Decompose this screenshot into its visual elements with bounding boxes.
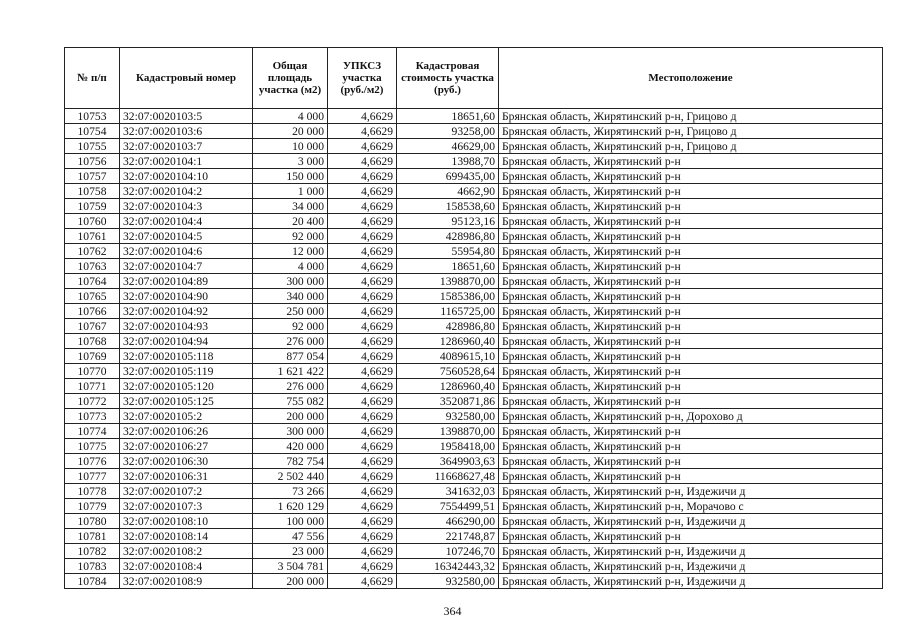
upksz-cell: 4,6629 [328,259,397,274]
table-body [65,109,883,589]
cadastral-number-cell: 32:07:0020104:5 [120,229,253,244]
area-cell: 3 504 781 [253,559,328,574]
table-row [65,394,883,409]
area-cell: 2 502 440 [253,469,328,484]
table-row [65,199,883,214]
table-row [65,244,883,259]
cadastral-number-cell: 32:07:0020106:27 [120,439,253,454]
cost-cell: 428986,80 [397,229,499,244]
row-number-cell: 10771 [65,379,120,394]
location-cell: Брянская область, Жирятинский р-н [499,184,883,199]
table-row [65,154,883,169]
area-cell: 1 000 [253,184,328,199]
cost-cell: 932580,00 [397,574,499,589]
area-cell: 12 000 [253,244,328,259]
table-row [65,439,883,454]
row-number-cell: 10766 [65,304,120,319]
location-cell: Брянская область, Жирятинский р-н [499,199,883,214]
location-cell: Брянская область, Жирятинский р-н [499,274,883,289]
location-cell: Брянская область, Жирятинский р-н [499,289,883,304]
cadastral-number-cell: 32:07:0020106:26 [120,424,253,439]
row-number-cell: 10773 [65,409,120,424]
header-upksz: УПКСЗ участка (руб./м2) [328,48,397,109]
location-cell: Брянская область, Жирятинский р-н [499,229,883,244]
table-row [65,514,883,529]
upksz-cell: 4,6629 [328,334,397,349]
location-cell: Брянская область, Жирятинский р-н [499,439,883,454]
cadastral-number-cell: 32:07:0020103:6 [120,124,253,139]
header-row-number: № п/п [65,48,120,109]
cost-cell: 18651,60 [397,259,499,274]
table-row [65,304,883,319]
table-row [65,364,883,379]
upksz-cell: 4,6629 [328,514,397,529]
table-row [65,529,883,544]
table-row [65,499,883,514]
cadastral-number-cell: 32:07:0020105:119 [120,364,253,379]
upksz-cell: 4,6629 [328,139,397,154]
upksz-cell: 4,6629 [328,214,397,229]
upksz-cell: 4,6629 [328,229,397,244]
cost-cell: 428986,80 [397,319,499,334]
upksz-cell: 4,6629 [328,439,397,454]
table-row [65,274,883,289]
area-cell: 150 000 [253,169,328,184]
area-cell: 1 620 129 [253,499,328,514]
area-cell: 276 000 [253,334,328,349]
table-row [65,349,883,364]
cadastral-number-cell: 32:07:0020104:90 [120,289,253,304]
cost-cell: 93258,00 [397,124,499,139]
cost-cell: 1165725,00 [397,304,499,319]
area-cell: 877 054 [253,349,328,364]
table-row [65,334,883,349]
row-number-cell: 10757 [65,169,120,184]
location-cell: Брянская область, Жирятинский р-н [499,304,883,319]
area-cell: 73 266 [253,484,328,499]
table-row [65,424,883,439]
row-number-cell: 10764 [65,274,120,289]
upksz-cell: 4,6629 [328,244,397,259]
area-cell: 276 000 [253,379,328,394]
cadastral-number-cell: 32:07:0020104:92 [120,304,253,319]
cadastral-number-cell: 32:07:0020104:89 [120,274,253,289]
table-row [65,139,883,154]
table-row [65,259,883,274]
location-cell: Брянская область, Жирятинский р-н [499,214,883,229]
area-cell: 420 000 [253,439,328,454]
cost-cell: 95123,16 [397,214,499,229]
location-cell: Брянская область, Жирятинский р-н [499,169,883,184]
cadastral-number-cell: 32:07:0020108:14 [120,529,253,544]
upksz-cell: 4,6629 [328,394,397,409]
cost-cell: 1958418,00 [397,439,499,454]
location-cell: Брянская область, Жирятинский р-н [499,334,883,349]
location-cell: Брянская область, Жирятинский р-н, Грицово д [499,109,883,124]
row-number-cell: 10779 [65,499,120,514]
cost-cell: 4662,90 [397,184,499,199]
cadastral-number-cell: 32:07:0020105:125 [120,394,253,409]
location-cell: Брянская область, Жирятинский р-н, Издежичи д [499,574,883,589]
upksz-cell: 4,6629 [328,304,397,319]
row-number-cell: 10769 [65,349,120,364]
area-cell: 100 000 [253,514,328,529]
cost-cell: 341632,03 [397,484,499,499]
cost-cell: 55954,80 [397,244,499,259]
location-cell: Брянская область, Жирятинский р-н, Издежичи д [499,544,883,559]
row-number-cell: 10778 [65,484,120,499]
area-cell: 23 000 [253,544,328,559]
cadastral-number-cell: 32:07:0020104:93 [120,319,253,334]
location-cell: Брянская область, Жирятинский р-н [499,364,883,379]
upksz-cell: 4,6629 [328,364,397,379]
upksz-cell: 4,6629 [328,409,397,424]
upksz-cell: 4,6629 [328,289,397,304]
row-number-cell: 10754 [65,124,120,139]
location-cell: Брянская область, Жирятинский р-н, Издежичи д [499,484,883,499]
cadastral-table [64,47,883,589]
upksz-cell: 4,6629 [328,424,397,439]
row-number-cell: 10767 [65,319,120,334]
cadastral-number-cell: 32:07:0020104:7 [120,259,253,274]
cost-cell: 466290,00 [397,514,499,529]
location-cell: Брянская область, Жирятинский р-н [499,319,883,334]
row-number-cell: 10758 [65,184,120,199]
upksz-cell: 4,6629 [328,484,397,499]
upksz-cell: 4,6629 [328,454,397,469]
row-number-cell: 10762 [65,244,120,259]
cost-cell: 1398870,00 [397,424,499,439]
area-cell: 4 000 [253,109,328,124]
table-row [65,214,883,229]
row-number-cell: 10761 [65,229,120,244]
upksz-cell: 4,6629 [328,379,397,394]
row-number-cell: 10776 [65,454,120,469]
location-cell: Брянская область, Жирятинский р-н, Издежичи д [499,559,883,574]
table-header-row [65,48,883,109]
area-cell: 200 000 [253,409,328,424]
location-cell: Брянская область, Жирятинский р-н [499,424,883,439]
location-cell: Брянская область, Жирятинский р-н [499,244,883,259]
location-cell: Брянская область, Жирятинский р-н [499,469,883,484]
cadastral-number-cell: 32:07:0020107:3 [120,499,253,514]
upksz-cell: 4,6629 [328,124,397,139]
area-cell: 3 000 [253,154,328,169]
cadastral-number-cell: 32:07:0020108:10 [120,514,253,529]
upksz-cell: 4,6629 [328,469,397,484]
row-number-cell: 10763 [65,259,120,274]
table-row [65,184,883,199]
table-row [65,169,883,184]
upksz-cell: 4,6629 [328,319,397,334]
area-cell: 34 000 [253,199,328,214]
area-cell: 340 000 [253,289,328,304]
cadastral-number-cell: 32:07:0020104:94 [120,334,253,349]
cadastral-number-cell: 32:07:0020105:120 [120,379,253,394]
row-number-cell: 10753 [65,109,120,124]
row-number-cell: 10784 [65,574,120,589]
cadastral-number-cell: 32:07:0020104:1 [120,154,253,169]
location-cell: Брянская область, Жирятинский р-н [499,454,883,469]
row-number-cell: 10780 [65,514,120,529]
location-cell: Брянская область, Жирятинский р-н, Грицово д [499,139,883,154]
cadastral-number-cell: 32:07:0020103:5 [120,109,253,124]
area-cell: 200 000 [253,574,328,589]
table-row [65,379,883,394]
table-row [65,484,883,499]
location-cell: Брянская область, Жирятинский р-н, Морачово с [499,499,883,514]
cadastral-number-cell: 32:07:0020104:10 [120,169,253,184]
cadastral-number-cell: 32:07:0020105:118 [120,349,253,364]
row-number-cell: 10777 [65,469,120,484]
cadastral-number-cell: 32:07:0020108:4 [120,559,253,574]
upksz-cell: 4,6629 [328,529,397,544]
cadastral-number-cell: 32:07:0020106:30 [120,454,253,469]
cost-cell: 107246,70 [397,544,499,559]
cost-cell: 18651,60 [397,109,499,124]
cost-cell: 221748,87 [397,529,499,544]
row-number-cell: 10772 [65,394,120,409]
area-cell: 4 000 [253,259,328,274]
cost-cell: 1398870,00 [397,274,499,289]
location-cell: Брянская область, Жирятинский р-н, Издежичи д [499,514,883,529]
header-cadastral-cost: Кадастровая стоимость участка (руб.) [397,48,499,109]
page-number: 364 [443,604,462,618]
area-cell: 10 000 [253,139,328,154]
upksz-cell: 4,6629 [328,574,397,589]
location-cell: Брянская область, Жирятинский р-н [499,379,883,394]
upksz-cell: 4,6629 [328,544,397,559]
cadastral-number-cell: 32:07:0020106:31 [120,469,253,484]
area-cell: 300 000 [253,424,328,439]
header-cadastral-number: Кадастровый номер [120,48,253,109]
location-cell: Брянская область, Жирятинский р-н [499,154,883,169]
cadastral-number-cell: 32:07:0020104:2 [120,184,253,199]
location-cell: Брянская область, Жирятинский р-н, Дорохово д [499,409,883,424]
cost-cell: 46629,00 [397,139,499,154]
upksz-cell: 4,6629 [328,184,397,199]
table-row [65,229,883,244]
row-number-cell: 10768 [65,334,120,349]
location-cell: Брянская область, Жирятинский р-н, Грицово д [499,124,883,139]
cadastral-number-cell: 32:07:0020105:2 [120,409,253,424]
table-row [65,544,883,559]
cost-cell: 7554499,51 [397,499,499,514]
row-number-cell: 10781 [65,529,120,544]
cadastral-number-cell: 32:07:0020107:2 [120,484,253,499]
area-cell: 20 000 [253,124,328,139]
table-row [65,319,883,334]
header-total-area: Общая площадь участка (м2) [253,48,328,109]
table-row [65,409,883,424]
location-cell: Брянская область, Жирятинский р-н [499,259,883,274]
cost-cell: 158538,60 [397,199,499,214]
cost-cell: 16342443,32 [397,559,499,574]
cost-cell: 699435,00 [397,169,499,184]
cost-cell: 1286960,40 [397,379,499,394]
row-number-cell: 10755 [65,139,120,154]
area-cell: 250 000 [253,304,328,319]
table-row [65,574,883,589]
area-cell: 47 556 [253,529,328,544]
cost-cell: 7560528,64 [397,364,499,379]
cadastral-number-cell: 32:07:0020104:6 [120,244,253,259]
cost-cell: 932580,00 [397,409,499,424]
location-cell: Брянская область, Жирятинский р-н [499,529,883,544]
table-row [65,559,883,574]
cost-cell: 3520871,86 [397,394,499,409]
location-cell: Брянская область, Жирятинский р-н [499,349,883,364]
upksz-cell: 4,6629 [328,199,397,214]
area-cell: 782 754 [253,454,328,469]
upksz-cell: 4,6629 [328,154,397,169]
table-row [65,469,883,484]
cost-cell: 13988,70 [397,154,499,169]
location-cell: Брянская область, Жирятинский р-н [499,394,883,409]
upksz-cell: 4,6629 [328,559,397,574]
upksz-cell: 4,6629 [328,499,397,514]
cost-cell: 11668627,48 [397,469,499,484]
row-number-cell: 10783 [65,559,120,574]
row-number-cell: 10770 [65,364,120,379]
table-row [65,109,883,124]
cadastral-number-cell: 32:07:0020104:4 [120,214,253,229]
upksz-cell: 4,6629 [328,169,397,184]
table-row [65,289,883,304]
area-cell: 20 400 [253,214,328,229]
row-number-cell: 10774 [65,424,120,439]
area-cell: 1 621 422 [253,364,328,379]
upksz-cell: 4,6629 [328,109,397,124]
row-number-cell: 10759 [65,199,120,214]
cost-cell: 1286960,40 [397,334,499,349]
cadastral-number-cell: 32:07:0020104:3 [120,199,253,214]
header-location: Местоположение [499,48,883,109]
cost-cell: 1585386,00 [397,289,499,304]
table-row [65,454,883,469]
cadastral-number-cell: 32:07:0020108:2 [120,544,253,559]
row-number-cell: 10782 [65,544,120,559]
area-cell: 300 000 [253,274,328,289]
cadastral-number-cell: 32:07:0020103:7 [120,139,253,154]
area-cell: 755 082 [253,394,328,409]
area-cell: 92 000 [253,229,328,244]
area-cell: 92 000 [253,319,328,334]
cost-cell: 4089615,10 [397,349,499,364]
row-number-cell: 10756 [65,154,120,169]
upksz-cell: 4,6629 [328,274,397,289]
cadastral-number-cell: 32:07:0020108:9 [120,574,253,589]
row-number-cell: 10765 [65,289,120,304]
upksz-cell: 4,6629 [328,349,397,364]
row-number-cell: 10775 [65,439,120,454]
row-number-cell: 10760 [65,214,120,229]
table-row [65,124,883,139]
cost-cell: 3649903,63 [397,454,499,469]
